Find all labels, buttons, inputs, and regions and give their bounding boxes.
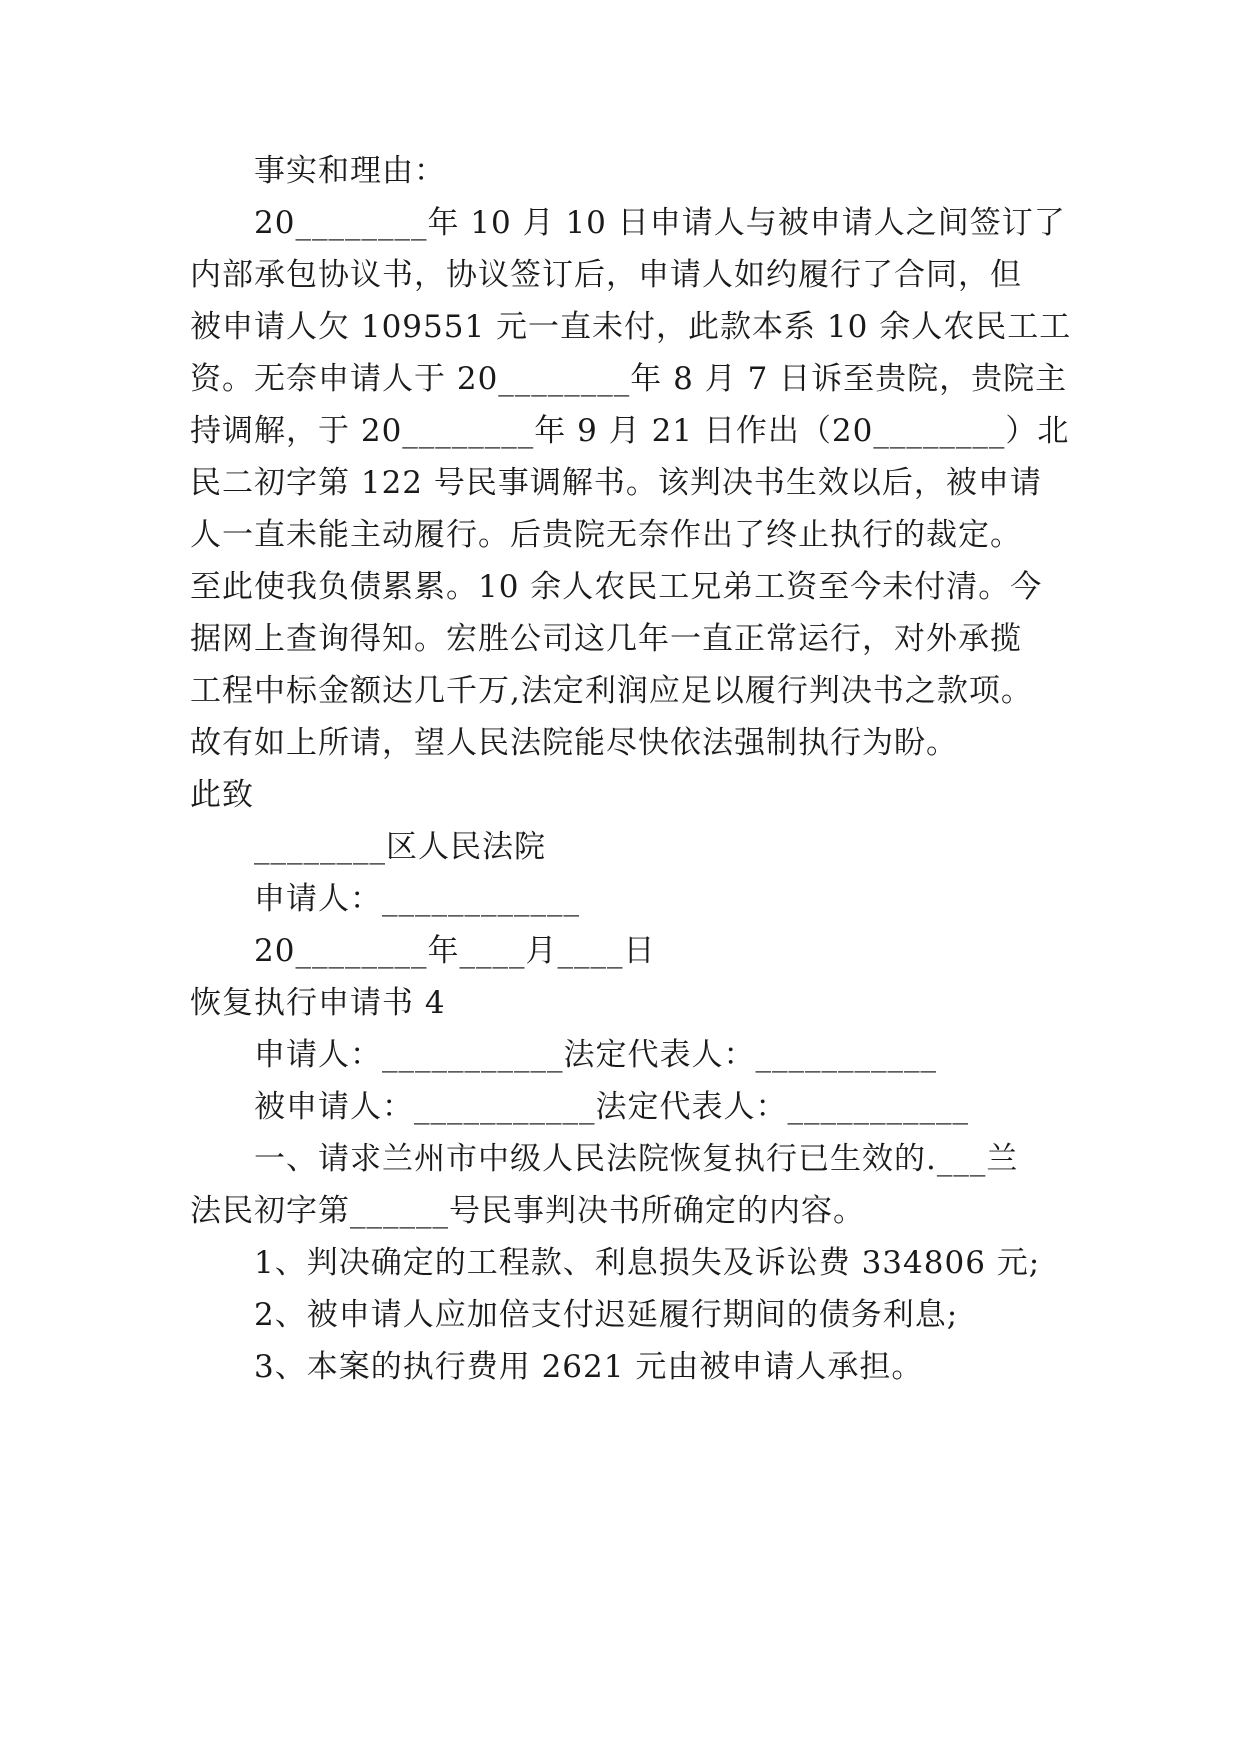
body-line: 据网上查询得知。宏胜公司这几年一直正常运行，对外承揽 bbox=[190, 621, 1022, 657]
respondent-line: 被申请人：___________法定代表人：___________ bbox=[254, 1089, 969, 1125]
body-line: 故有如上所请，望人民法院能尽快依法强制执行为盼。 bbox=[190, 725, 958, 761]
signature-date: 20________年____月____日 bbox=[254, 933, 656, 969]
body-line: 持调解，于 20________年 9 月 21 日作出（20________）北 bbox=[190, 413, 1070, 449]
applicant-signature: 申请人：____________ bbox=[254, 881, 580, 917]
request-line: 一、请求兰州市中级人民法院恢复执行已生效的.___兰 bbox=[254, 1141, 1019, 1177]
applicant-line: 申请人：___________法定代表人：___________ bbox=[254, 1037, 937, 1073]
body-line: 人一直未能主动履行。后贵院无奈作出了终止执行的裁定。 bbox=[190, 517, 1022, 553]
body-line: 被申请人欠 109551 元一直未付，此款本系 10 余人农民工工 bbox=[190, 309, 1072, 345]
body-line: 内部承包协议书，协议签订后，申请人如约履行了合同，但 bbox=[190, 257, 1022, 293]
closing-salutation: 此致 bbox=[190, 777, 254, 813]
section-heading: 事实和理由： bbox=[254, 153, 446, 189]
body-line: 至此使我负债累累。10 余人农民工兄弟工资至今未付清。今 bbox=[190, 569, 1043, 605]
court-name: ________区人民法院 bbox=[254, 829, 546, 865]
request-item: 1、判决确定的工程款、利息损失及诉讼费 334806 元; bbox=[254, 1245, 1041, 1281]
body-line: 资。无奈申请人于 20________年 8 月 7 日诉至贵院，贵院主 bbox=[190, 361, 1068, 397]
document-title: 恢复执行申请书 4 bbox=[190, 985, 446, 1021]
request-item: 3、本案的执行费用 2621 元由被申请人承担。 bbox=[254, 1349, 924, 1385]
body-line: 20________年 10 月 10 日申请人与被申请人之间签订了 bbox=[254, 205, 1066, 241]
request-item: 2、被申请人应加倍支付迟延履行期间的债务利息; bbox=[254, 1297, 959, 1333]
body-line: 民二初字第 122 号民事调解书。该判决书生效以后，被申请 bbox=[190, 465, 1042, 501]
request-line: 法民初字第______号民事判决书所确定的内容。 bbox=[190, 1193, 865, 1229]
body-line: 工程中标金额达几千万,法定利润应足以履行判决书之款项。 bbox=[190, 673, 1033, 709]
